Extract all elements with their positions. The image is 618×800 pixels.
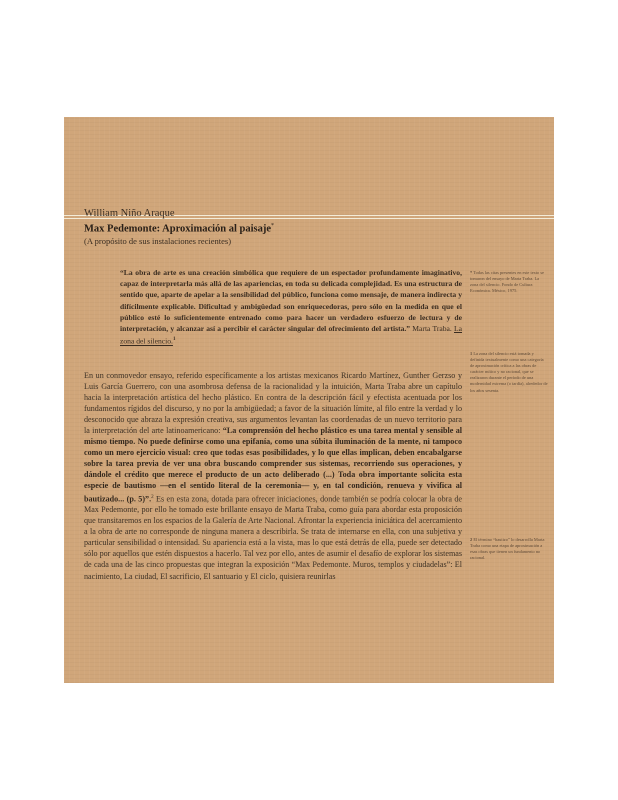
epigraph-author: Marta Traba.: [410, 324, 454, 334]
epigraph-source-title: La zona del silencio.: [120, 324, 463, 346]
body-note-ref: 2: [151, 494, 154, 500]
epigraph-note-ref: 1: [172, 337, 176, 343]
epigraph-quote: [120, 267, 462, 347]
epigraph-text: “La obra de arte es una creación simbólica que requiere de un espectador profundamente imaginativo, capaz de interpretarla más allá de las apariencias, en toda su delicada complejidad. Es una estructura de sentido que, aparte de apelar a la sensibilidad del público, funciona como mensaje, de manera indirecta y difícilmente explicable. Dificultad y ambigüedad son enriquecedoras, pero sólo en la medida en que el público esté lo suficientemente entrenado como para hacer un verdadero esfuerzo de lectura y de interpretación, y alcanzar así a percibir el carácter singular del ofrecimiento del artista.”: [120, 268, 462, 334]
author-name: William Niño Araque: [84, 208, 175, 219]
side-note-text: El término “bautizo” lo desarrolla Marta Traba como una etapa de aproximación a esas obras que tienen un fundamento no racional.: [470, 537, 545, 561]
side-note-2: [470, 537, 548, 561]
article-header: [84, 208, 404, 247]
side-note-star: [470, 270, 548, 294]
body-text: [84, 370, 462, 582]
side-note-1: [470, 351, 548, 394]
side-note-text: Todas las citas presentes en este texto se tomaron del ensayo de Marta Traba. La zona del silencio. Fondo de Cultura Económica. México, 1975.: [470, 270, 545, 294]
title-footnote-mark: *: [271, 223, 275, 229]
side-note-text: La zona del silencio está tomada y definida textualmente como una categoría de aproximación crítica a las obras de carácter mítico y no racional, que se realizaron durante el período de una modernidad extrema (o tardía), alrededor de los años sesenta.: [470, 351, 548, 393]
side-note-mark: 2: [470, 537, 473, 542]
side-note-mark: *: [470, 270, 473, 275]
side-note-mark: 1: [470, 351, 473, 356]
article-title: [84, 220, 404, 236]
body-text-intro: En un conmovedor ensayo, referido específicamente a los artistas mexicanos Ricardo Martínez, Gunther Gerzso y Luis García Guerrero, con una asombrosa defensa de la racionalidad y la intuición, Marta Traba abre un capítulo hacia la interpretación artística del hecho plástico. En contra de la descripción fácil y efectista acentuada por los fundamentos rígidos del discurso, y no por la ambigüedad; a favor de la situación límite, al filo entre la verdad y lo desconocido que abraza la expresión creativa, sus argumentos levantan las coordenadas de un nuevo territorio para la interpretación del arte latinoamericano:: [84, 371, 462, 436]
article-subtitle: (A propósito de sus instalaciones recientes): [84, 235, 232, 246]
body-paragraph: [84, 370, 462, 582]
document-page: [64, 117, 554, 683]
article-title-text: Max Pedemonte: Aproximación al paisaje: [84, 223, 272, 235]
body-text-continued: Es en esta zona, dotada para ofrecer iniciaciones, donde también se podría colocar la obra de Max Pedemonte, por ello he tomado este brillante ensayo de Marta Traba, como guía para abordar esta proposición que transitaremos en los espacios de la Galería de Arte Nacional. Afrontar la experiencia iniciática del acercamiento a la obra de arte no corresponde de ninguna manera a describirla. Se trata de internarse en ella, con una subjetiva y particular sensibilidad o intensidad. Su apariencia está a la vista, mas lo que está detrás de ella, puede ser detectado sólo por aquellos que estén dispuestos a hacerlo. Tal vez por ello, antes de asumir el desafío de explorar los sistemas de cada una de las cinco propuestas que integran la exposición “Max Pedemonte. Muros, templos y ciudadelas”: El nacimiento, La ciudad, El sacrificio, El santuario y El ciclo, quisiera reunirlas: [84, 494, 462, 581]
body-bold-quote: “La comprensión del hecho plástico es una tarea mental y sensible al mismo tiempo. No puede definirse como una epifanía, como una súbita iluminación de la mente, ni tampoco como un mero ejercicio visual: creo que todas esas posibilidades, y lo que ellas implican, deben encabalgarse sobre la tarea previa de ver una obra buscando comprender sus sistemas, recorriendo sus operaciones, y dándole el crédito que merece el producto de un acto deliberado (...) Toda obra importante solicita esta especie de bautismo —en el sentido literal de la ceremonia— y, en tal condición, renueva y vivifica al bautizado... (p. 5)”.: [84, 426, 463, 504]
